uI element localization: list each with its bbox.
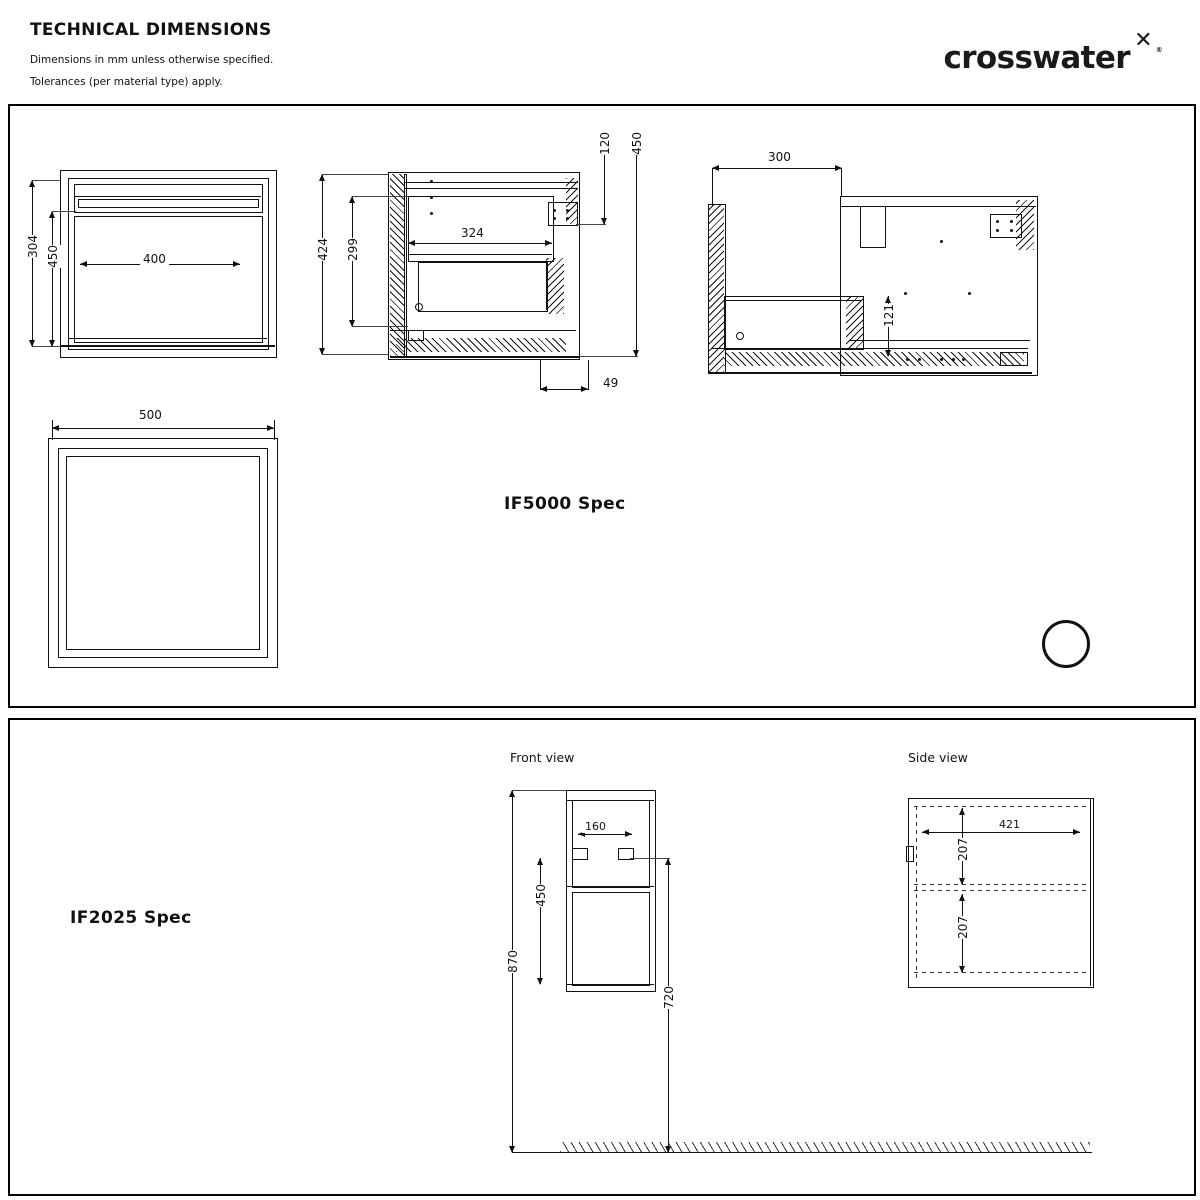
dim-450-side: 450 (630, 132, 644, 155)
tolerances-note: Tolerances (per material type) apply. (30, 76, 223, 88)
dim-160: 160 (582, 820, 609, 833)
registered-trademark-icon: ® (1155, 46, 1162, 54)
dim-299: 299 (346, 238, 360, 261)
dim-870: 870 (506, 950, 520, 973)
dim-720: 720 (662, 986, 676, 1009)
dim-500: 500 (136, 408, 165, 422)
dim-424: 424 (316, 238, 330, 261)
spec-label-if2025: IF2025 Spec (70, 908, 192, 928)
spec-label-if5000: IF5000 Spec (504, 494, 626, 514)
dim-421: 421 (996, 818, 1023, 831)
circle-marker-icon (1042, 620, 1090, 668)
front-view-label: Front view (510, 750, 575, 765)
dimensions-note: Dimensions in mm unless otherwise specified. (30, 54, 274, 66)
side-view-label: Side view (908, 750, 968, 765)
crosswater-logo (943, 28, 1162, 76)
dim-304: 304 (26, 235, 40, 258)
dim-300: 300 (765, 150, 794, 164)
brand-name: crosswater (943, 40, 1130, 76)
dim-324: 324 (458, 226, 487, 240)
dim-49: 49 (600, 376, 621, 390)
dim-120: 120 (598, 132, 612, 155)
dim-207-lower: 207 (956, 916, 970, 939)
dim-121: 121 (882, 304, 896, 327)
cross-icon: ✕ (1134, 28, 1152, 53)
dim-450-front: 450 (46, 245, 60, 268)
dim-207-upper: 207 (956, 838, 970, 861)
page-title: TECHNICAL DIMENSIONS (30, 20, 272, 40)
dim-450-bottom: 450 (534, 884, 548, 907)
dim-400: 400 (140, 252, 169, 266)
